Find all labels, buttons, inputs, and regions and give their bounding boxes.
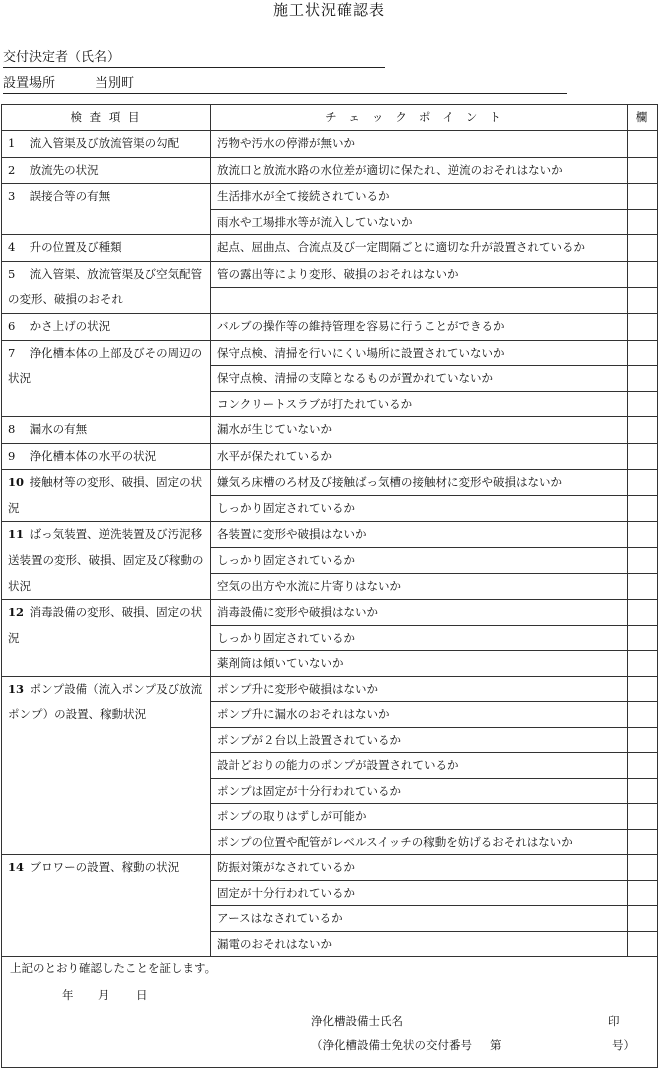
item-label: ばっ気装置、逆洗装置及び汚泥移送装置の変形、破損、固定及び稼動の状況 (8, 527, 204, 593)
inspection-item (2, 184, 211, 235)
checkpoint-text: 漏水が生じていないか (211, 417, 628, 444)
check-box-cell[interactable] (628, 676, 658, 702)
item-number: 4 (8, 240, 16, 255)
check-box-cell[interactable] (628, 157, 658, 184)
item-number: 1 (8, 136, 16, 150)
checkpoint-text: 各装置に変形や破損はないか (211, 522, 628, 548)
item-number: 6 (8, 318, 16, 333)
table-row (2, 261, 658, 287)
item-number: 11 (8, 527, 25, 542)
license-number-dai: 第 (490, 1038, 502, 1053)
item-label: 接触材等の変形、破損、固定の状況 (8, 475, 203, 515)
check-box-cell[interactable] (628, 855, 658, 881)
checkpoint-text: 防振対策がなされているか (211, 855, 628, 881)
check-box-cell[interactable] (628, 184, 658, 210)
check-box-cell[interactable] (628, 470, 658, 496)
checkpoint-text: しっかり固定されているか (211, 548, 628, 574)
check-box-cell[interactable] (628, 443, 658, 470)
inspector-name-label: 浄化槽設備士氏名 (311, 1014, 403, 1029)
item-label: 流入管渠、放流管渠及び空気配管の変形、破損のおそれ (8, 266, 203, 307)
inspection-item (2, 313, 211, 340)
item-number: 3 (8, 189, 16, 204)
inspection-item (2, 417, 211, 444)
inspection-item (2, 522, 211, 600)
table-row (2, 340, 658, 366)
license-number-prefix: （浄化槽設備士免状の交付番号 (311, 1038, 472, 1053)
table-row (2, 184, 658, 210)
table-row (2, 443, 658, 470)
checkpoint-text: 設計どおりの能力のポンプが設置されているか (211, 753, 628, 779)
checkpoint-text: 保守点検、清掃を行いにくい場所に設置されていないか (211, 340, 628, 366)
date-year-label: 年 (62, 988, 74, 1003)
location-value: 当別町 (95, 76, 135, 91)
checkpoint-text: しっかり固定されているか (211, 625, 628, 651)
check-box-cell[interactable] (628, 804, 658, 830)
check-box-cell[interactable] (628, 496, 658, 522)
table-header-row (2, 105, 658, 131)
checkpoint-text: バルブの操作等の維持管理を容易に行うことができるか (211, 313, 628, 340)
inspection-item (2, 261, 211, 313)
check-box-cell[interactable] (628, 340, 658, 366)
item-number: 2 (8, 162, 16, 177)
inspection-item (2, 235, 211, 262)
item-label: 消毒設備の変形、破損、固定の状況 (8, 605, 203, 645)
checkpoint-text: 漏電のおそれはないか (211, 931, 628, 957)
checkpoint-text: ポンプ升に漏水のおそれはないか (211, 702, 628, 728)
checkpoint-text: 放流口と放流水路の水位差が適切に保たれ、逆流のおそれはないか (211, 157, 628, 184)
inspection-item (2, 600, 211, 677)
header-item: 検 査 項 目 (2, 105, 211, 131)
check-box-cell[interactable] (628, 366, 658, 392)
checkpoint-text: 汚物や汚水の停滞が無いか (211, 131, 628, 158)
check-box-cell[interactable] (628, 548, 658, 574)
checkpoint-text: 管の露出等により変形、破損のおそれはないか (211, 261, 628, 287)
item-number: 5 (8, 266, 16, 281)
check-box-cell[interactable] (628, 931, 658, 957)
inspection-item (2, 470, 211, 522)
item-label: 放流先の状況 (29, 162, 99, 177)
header-checkpoint: チェックポイント (211, 105, 628, 131)
checkpoint-text: 起点、屈曲点、合流点及び一定間隔ごとに適切な升が設置されているか (211, 235, 628, 262)
checkpoint-text: 雨水や工場排水等が流入していないか (211, 209, 628, 235)
check-box-cell[interactable] (628, 829, 658, 855)
inspection-table (1, 104, 658, 1068)
check-box-cell[interactable] (628, 209, 658, 235)
item-label: 流入管渠及び放流管渠の勾配 (29, 136, 180, 150)
item-number: 7 (8, 345, 16, 360)
item-number: 12 (8, 605, 25, 620)
item-label: 誤接合等の有無 (29, 189, 111, 204)
check-box-cell[interactable] (628, 753, 658, 779)
checkpoint-text: ポンプの取りはずしが可能か (211, 804, 628, 830)
seal-mark: 印 (608, 1014, 620, 1029)
table-row (2, 131, 658, 158)
check-box-cell[interactable] (628, 313, 658, 340)
table-row (2, 855, 658, 881)
check-box-cell[interactable] (628, 651, 658, 677)
table-row (2, 522, 658, 548)
check-box-cell[interactable] (628, 625, 658, 651)
inspection-item (2, 131, 211, 158)
checkpoint-text: 嫌気ろ床槽のろ材及び接触ばっ気槽の接触材に変形や破損はないか (211, 470, 628, 496)
applicant-label: 交付決定者（氏名） (3, 50, 121, 65)
check-box-cell[interactable] (628, 522, 658, 548)
location-line (3, 93, 567, 94)
table-row (2, 313, 658, 340)
applicant-name-line[interactable] (3, 67, 385, 68)
item-label: 漏水の有無 (29, 422, 88, 437)
table-row (2, 417, 658, 444)
check-box-cell[interactable] (628, 417, 658, 444)
check-box-cell[interactable] (628, 261, 658, 287)
checkpoint-text (211, 287, 628, 313)
check-box-cell[interactable] (628, 600, 658, 626)
document-title: 施工状況確認表 (272, 1, 385, 19)
item-label: 浄化槽本体の水平の状況 (29, 448, 157, 463)
item-number: 13 (8, 681, 25, 696)
check-box-cell[interactable] (628, 702, 658, 728)
inspection-item (2, 157, 211, 184)
check-box-cell[interactable] (628, 778, 658, 804)
checkpoint-text: ポンプの位置や配管がレベルスイッチの稼動を妨げるおそれはないか (211, 829, 628, 855)
table-row (2, 600, 658, 626)
check-box-cell[interactable] (628, 906, 658, 932)
inspection-item (2, 443, 211, 470)
checkpoint-text: 生活排水が全て接続されているか (211, 184, 628, 210)
check-box-cell[interactable] (628, 880, 658, 906)
checkpoint-text: 水平が保たれているか (211, 443, 628, 470)
checkpoint-text: ポンプ升に変形や破損はないか (211, 676, 628, 702)
inspection-item (2, 676, 211, 855)
item-label: 浄化槽本体の上部及びその周辺の状況 (8, 345, 203, 386)
certification-statement: 上記のとおり確認したことを証します。 (10, 961, 217, 976)
checkpoint-text: しっかり固定されているか (211, 496, 628, 522)
check-box-cell[interactable] (628, 131, 658, 158)
check-box-cell[interactable] (628, 574, 658, 600)
header-column: 欄 (628, 105, 658, 131)
item-number: 14 (8, 860, 25, 875)
table-row (2, 235, 658, 262)
license-number-suffix: 号） (612, 1038, 635, 1053)
check-box-cell[interactable] (628, 391, 658, 417)
checkpoint-text: 薬剤筒は傾いていないか (211, 651, 628, 677)
item-label: 升の位置及び種類 (29, 240, 122, 255)
checkpoint-text: 空気の出方や水流に片寄りはないか (211, 574, 628, 600)
table-row (2, 157, 658, 184)
checkpoint-text: アースはなされているか (211, 906, 628, 932)
item-label: かさ上げの状況 (29, 318, 111, 333)
check-box-cell[interactable] (628, 235, 658, 262)
date-day-label: 日 (136, 988, 148, 1003)
inspection-item (2, 340, 211, 417)
check-box-cell[interactable] (628, 727, 658, 753)
checkpoint-text: 保守点検、清掃の支障となるものが置かれていないか (211, 366, 628, 392)
checkpoint-text: ポンプは固定が十分行われているか (211, 778, 628, 804)
checkpoint-text: コンクリートスラブが打たれているか (211, 391, 628, 417)
item-number: 8 (8, 422, 16, 437)
inspection-item (2, 855, 211, 957)
date-month-label: 月 (98, 988, 110, 1003)
footer-row (2, 957, 658, 1068)
check-box-cell[interactable] (628, 287, 658, 313)
table-row (2, 676, 658, 702)
item-number: 9 (8, 448, 16, 463)
table-row (2, 470, 658, 496)
item-label: ブロワーの設置、稼動の状況 (29, 860, 180, 875)
checkpoint-text: 固定が十分行われているか (211, 880, 628, 906)
location-label: 設置場所 (3, 76, 56, 91)
item-number: 10 (8, 475, 25, 490)
certification-block (2, 957, 658, 1068)
item-label: ポンプ設備（流入ポンプ及び放流ポンプ）の設置、稼動状況 (8, 681, 203, 722)
checkpoint-text: 消毒設備に変形や破損はないか (211, 600, 628, 626)
checkpoint-text: ポンプが２台以上設置されているか (211, 727, 628, 753)
